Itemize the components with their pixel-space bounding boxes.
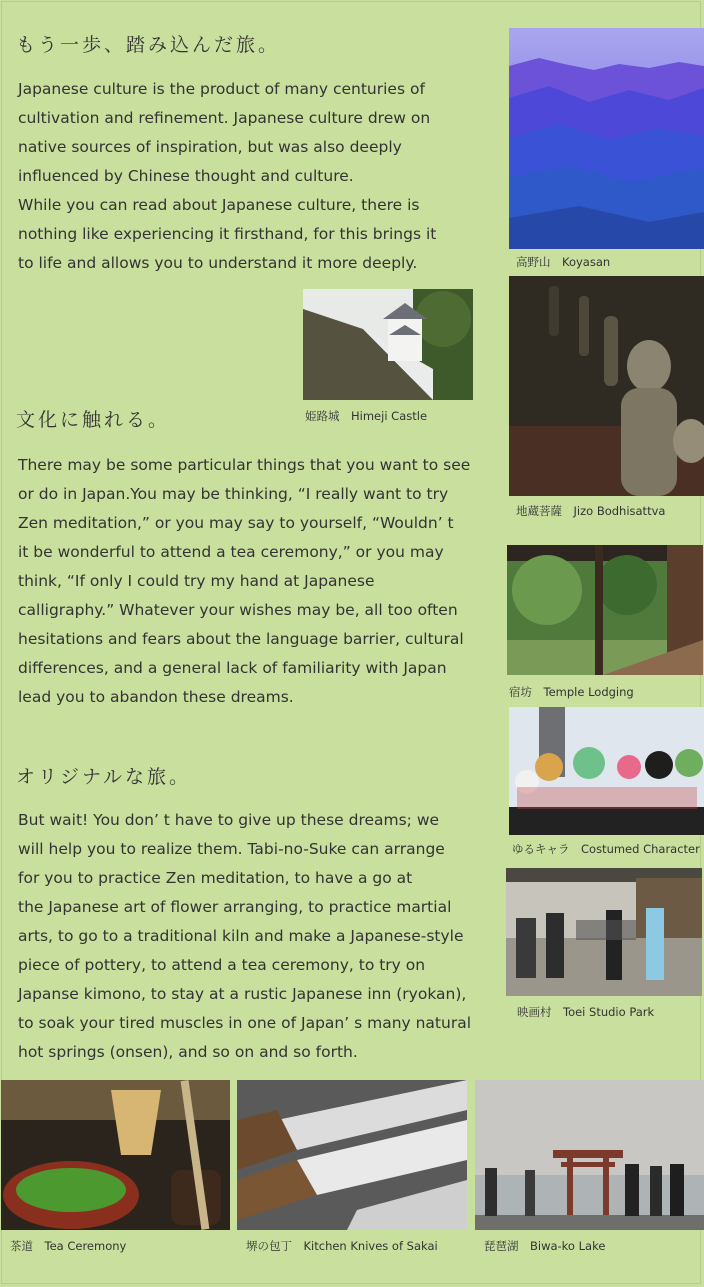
- yurukyara-photo: [509, 707, 704, 835]
- toei-studio-photo: [506, 868, 702, 996]
- paragraph-offer: But wait! You don’ t have to give up these dreams; we will help you to realize them. Tabi-no-Suke can arrange for you to practice Zen meditation, to have a go at the Japanese art of flower arranging, to practice martial arts, to go to a traditional kiln and make a Japanese-style piece of pottery, to attend a tea ceremony, to try on Japanse kimono, to stay at a rustic Japanese inn (ryokan), to soak your tired muscles in one of Japan’ s many natural hot springs (onsen), and so on and so forth.: [18, 811, 472, 1061]
- tea-ceremony-photo: [1, 1080, 230, 1230]
- kitchen-knives-photo: [237, 1080, 467, 1230]
- caption-himeji: 姫路城 Himeji Castle: [305, 409, 428, 423]
- temple-lodging-photo: [507, 545, 703, 675]
- caption-jizo: 地蔵菩薩 Jizo Bodhisattva: [516, 504, 666, 518]
- caption-yurukyara: ゆるキャラ Costumed Character: [512, 842, 700, 856]
- paragraph-intro: Japanese culture is the product of many centuries of cultivation and refinement. Japanese culture drew on native sources of inspiration, but was also deeply influenced by Chinese thought and culture. While you can read about Japanese culture, there is nothing like experiencing it firsthand, for this brings it to life and allows you to understand it more deeply.: [18, 80, 437, 272]
- caption-temple: 宿坊 Temple Lodging: [509, 685, 634, 699]
- heading-culture: 文化に触れる。: [16, 409, 171, 431]
- caption-tea: 茶道 Tea Ceremony: [10, 1239, 127, 1253]
- biwako-lake-photo: [475, 1080, 704, 1230]
- paragraph-wishes: There may be some particular things that you want to see or do in Japan.You may be thinking, “I really want to try Zen meditation,” or you may say to yourself, “Wouldn’ t it be wonderful to attend a tea ceremony,” or you may think, “If only I could try my hand at Japanese calligraphy.” Whatever your wishes may be, all too often hesitations and fears about the language barrier, cultural differences, and a general lack of familiarity with Japan lead you to abandon these dreams.: [18, 456, 471, 706]
- jizo-photo: [509, 276, 704, 496]
- koyasan-photo: [509, 28, 704, 249]
- caption-biwako: 琵琶湖 Biwa-ko Lake: [484, 1239, 606, 1253]
- himeji-castle-photo: [303, 289, 473, 400]
- heading-journey: もう一歩、踏み込んだ旅。: [16, 34, 281, 56]
- heading-original: オリジナルな旅。: [16, 766, 192, 788]
- caption-koyasan: 高野山 Koyasan: [516, 255, 611, 269]
- caption-knives: 堺の包丁 Kitchen Knives of Sakai: [246, 1239, 438, 1253]
- caption-toei: 映画村 Toei Studio Park: [517, 1005, 655, 1019]
